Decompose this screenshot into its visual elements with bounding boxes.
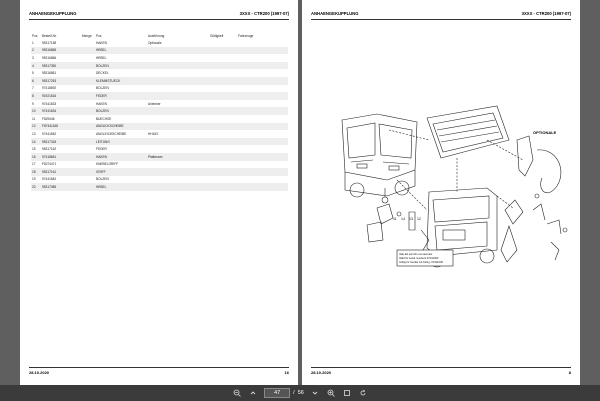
callout-11: 11 xyxy=(393,217,397,221)
cell-validity xyxy=(209,47,237,55)
tipping-body-drawing xyxy=(427,106,509,158)
table-row xyxy=(31,115,288,123)
cell-version xyxy=(147,168,209,176)
cell-validity xyxy=(209,183,237,191)
cell-order-number: F8274471 xyxy=(42,162,57,167)
left-page-footer xyxy=(29,370,289,375)
cell-order-number: F87441168 xyxy=(41,123,81,131)
cell-vehicles xyxy=(237,77,288,85)
cell-quantity xyxy=(81,39,95,47)
cell-order-number: 95317158 xyxy=(42,40,57,45)
left-page xyxy=(20,0,298,385)
cell-version xyxy=(147,123,209,131)
cell-order-number: 95317162 xyxy=(42,147,57,152)
cell-validity xyxy=(209,92,237,100)
left-page-header xyxy=(29,11,289,16)
cell-validity xyxy=(209,153,237,161)
right-header-rule xyxy=(311,19,571,20)
cell-version: Plattenam xyxy=(147,153,209,161)
cell-vehicles xyxy=(237,54,288,62)
cell-order-number: 97441652 xyxy=(42,131,57,136)
cell-version xyxy=(147,115,209,123)
cell-description: DECKEL xyxy=(96,71,109,76)
zoom-out-icon[interactable] xyxy=(232,388,242,398)
cell-vehicles xyxy=(237,39,288,47)
callout-13: 13 xyxy=(409,217,413,221)
table-row xyxy=(31,123,288,131)
cell-order-number: 95317350 xyxy=(41,62,81,70)
cell-version xyxy=(147,161,209,169)
right-page-header xyxy=(311,11,571,16)
callout-12: 12 xyxy=(417,217,421,221)
cell-vehicles xyxy=(237,153,288,161)
cell-description: HAKEN xyxy=(96,40,107,45)
cell-pos: 7 xyxy=(32,86,34,91)
table-row xyxy=(31,153,288,161)
cell-validity xyxy=(209,100,237,108)
optional-coupling-drawing xyxy=(501,136,567,262)
cell-order-number: 95317318 xyxy=(41,138,81,146)
table-row xyxy=(31,47,288,55)
leader-lines xyxy=(389,130,523,210)
col-version: Ausführung xyxy=(148,33,165,38)
right-page xyxy=(302,0,580,385)
cell-validity xyxy=(209,107,237,115)
cell-pos: 6 xyxy=(31,77,41,85)
cell-version xyxy=(147,77,209,85)
cell-vehicles xyxy=(237,176,288,184)
cell-validity xyxy=(209,54,237,62)
cell-version xyxy=(147,85,209,93)
cell-pos: 18 xyxy=(31,168,41,176)
cell-version xyxy=(147,145,209,153)
cell-description: KNEBELGRIFF xyxy=(96,162,119,167)
parts-table-header xyxy=(31,32,288,39)
cell-validity xyxy=(209,168,237,176)
cell-version xyxy=(147,138,209,146)
cell-pos: 9 xyxy=(32,101,34,106)
cell-vehicles xyxy=(237,100,288,108)
note-line-2: Valid for serial numbers 07441003 xyxy=(399,257,439,260)
table-row xyxy=(31,85,288,93)
table-row xyxy=(31,130,288,138)
cell-description: BOLZEN xyxy=(95,107,147,115)
cell-quantity xyxy=(81,176,95,184)
cell-quantity xyxy=(81,100,95,108)
table-row xyxy=(31,161,288,169)
cell-order-number: 95317161 xyxy=(41,168,81,176)
table-row xyxy=(31,39,288,47)
cell-description: KLEMMSTUECK xyxy=(95,77,147,85)
cell-description: BOLZEN xyxy=(96,86,109,91)
cell-quantity xyxy=(81,168,95,176)
cell-description: FEDER xyxy=(95,92,147,100)
table-row xyxy=(31,100,288,108)
col-validity: Gültigkeit xyxy=(210,33,224,38)
left-footer-date: 28.10.2020 xyxy=(29,370,50,375)
left-header-title: ANHAENGEKUPPLUNG xyxy=(29,11,77,16)
cell-order-number: 95316861 xyxy=(42,71,57,76)
cell-description: ANGLEICHSCHEIBE xyxy=(96,131,127,136)
cell-description: BOLZEN xyxy=(96,177,109,182)
cell-order-number: 97441640 xyxy=(42,177,57,182)
table-row xyxy=(31,92,288,100)
cell-pos: 12 xyxy=(31,123,41,131)
cell-pos: 1 xyxy=(32,40,34,45)
cell-pos: 16 xyxy=(31,153,41,161)
cell-order-number: 95316866 xyxy=(42,55,57,60)
cell-validity xyxy=(209,130,237,138)
cell-version xyxy=(147,54,209,62)
cell-pos: 17 xyxy=(32,162,36,167)
cell-pos: 11 xyxy=(32,116,36,121)
viewer-toolbar xyxy=(0,385,600,401)
cell-vehicles xyxy=(237,115,288,123)
page-separator: / xyxy=(293,390,295,396)
cell-quantity xyxy=(81,123,95,131)
cell-quantity xyxy=(81,145,95,153)
cell-pos: 4 xyxy=(31,62,41,70)
right-page-footer xyxy=(311,370,571,375)
total-pages: 56 xyxy=(297,390,304,396)
rotate-icon[interactable] xyxy=(358,388,368,398)
cell-validity xyxy=(209,123,237,131)
left-footer-rule xyxy=(29,367,289,368)
cell-order-number: 95317085 xyxy=(41,183,81,191)
parts-table xyxy=(31,32,288,191)
cell-version xyxy=(147,176,209,184)
cell-description: BOLZEN xyxy=(95,62,147,70)
cell-validity xyxy=(209,138,237,146)
cell-vehicles xyxy=(237,138,288,146)
cell-description: FEDER xyxy=(96,147,107,152)
cell-pos: 13 xyxy=(32,131,36,136)
left-header-rule xyxy=(29,19,289,20)
cell-pos: 3 xyxy=(32,55,34,60)
optionale-label: OPTIONALE xyxy=(533,130,557,135)
cell-description: ANGUCKSCHEIBE xyxy=(95,123,147,131)
right-footer-page: 8 xyxy=(568,370,571,375)
next-page-icon[interactable] xyxy=(310,388,320,398)
cell-vehicles xyxy=(237,130,288,138)
left-header-model: 3XXX - CTR200 (1997-07) xyxy=(239,11,289,16)
table-row xyxy=(31,69,288,77)
cell-validity xyxy=(209,161,237,169)
cell-version: Optionals xyxy=(148,40,162,45)
cell-order-number: 97418661 xyxy=(41,153,81,161)
table-row xyxy=(31,145,288,153)
cell-order-number: 91921616 xyxy=(41,92,81,100)
cell-validity xyxy=(209,69,237,77)
col-pos: Pos xyxy=(32,33,38,38)
cell-quantity xyxy=(81,130,95,138)
cell-vehicles xyxy=(237,145,288,153)
cell-quantity xyxy=(81,47,95,55)
cell-order-number: 97441633 xyxy=(42,101,57,106)
cell-quantity xyxy=(81,54,95,62)
callout-14: 14 xyxy=(401,217,405,221)
cell-vehicles xyxy=(237,62,288,70)
cell-quantity xyxy=(81,115,95,123)
cell-pos: 2 xyxy=(31,47,41,55)
right-footer-rule xyxy=(311,367,571,368)
cell-quantity xyxy=(81,183,95,191)
table-row xyxy=(31,183,288,191)
cell-vehicles xyxy=(237,85,288,93)
cell-pos: 19 xyxy=(32,177,36,182)
table-row xyxy=(31,107,288,115)
cell-quantity xyxy=(81,138,95,146)
current-page-input[interactable]: 47 xyxy=(264,388,290,398)
cell-version xyxy=(147,183,209,191)
cell-quantity xyxy=(81,85,95,93)
cell-order-number: 97441634 xyxy=(41,107,81,115)
cell-description: HEBEL xyxy=(96,55,107,60)
cell-version xyxy=(147,107,209,115)
zoom-in-icon[interactable] xyxy=(326,388,336,398)
cell-description: LEITUNG xyxy=(95,138,147,146)
table-row xyxy=(31,176,288,184)
cell-validity xyxy=(209,115,237,123)
cell-order-number: 95317253 xyxy=(41,77,81,85)
cell-order-number: F829446 xyxy=(42,116,55,121)
cell-quantity xyxy=(81,69,95,77)
cell-vehicles xyxy=(237,69,288,77)
cell-validity xyxy=(209,39,237,47)
col-description: Pos xyxy=(96,33,102,38)
right-header-model: 3XXX - CTR200 (1997-07) xyxy=(521,11,571,16)
cell-pos: 20 xyxy=(31,183,41,191)
vehicle-cab-drawing xyxy=(342,114,417,197)
cell-pos: 10 xyxy=(31,107,41,115)
cell-pos: 8 xyxy=(31,92,41,100)
fit-icon[interactable] xyxy=(342,388,352,398)
cell-quantity xyxy=(81,92,95,100)
table-row xyxy=(31,62,288,70)
cell-quantity xyxy=(81,153,95,161)
cell-validity xyxy=(209,145,237,153)
cell-vehicles xyxy=(237,161,288,169)
cell-quantity xyxy=(81,77,95,85)
cell-version: HH163 xyxy=(148,131,158,136)
cell-version: Anlenker xyxy=(148,101,161,106)
cell-pos: 14 xyxy=(31,138,41,146)
table-row xyxy=(31,168,288,176)
cell-description: HEBEL xyxy=(95,47,147,55)
page-navigator xyxy=(264,388,304,398)
cell-vehicles xyxy=(237,92,288,100)
col-vehicles: Fahrzeuge xyxy=(238,33,254,38)
cell-vehicles xyxy=(237,168,288,176)
cell-validity xyxy=(209,85,237,93)
cell-validity xyxy=(209,62,237,70)
cell-description: HAKEN xyxy=(96,101,107,106)
cell-version xyxy=(147,62,209,70)
cell-order-number: 97418692 xyxy=(42,86,57,91)
right-footer-date: 28.10.2020 xyxy=(311,370,332,375)
cell-version xyxy=(147,92,209,100)
col-quantity: Menge xyxy=(82,33,92,38)
cell-version xyxy=(147,69,209,77)
cell-description: HAKEN xyxy=(95,153,147,161)
cell-description: BUECHSE xyxy=(96,116,112,121)
cell-validity xyxy=(209,77,237,85)
cell-quantity xyxy=(81,62,95,70)
cell-quantity xyxy=(81,161,95,169)
note-line-1: Vale del servizio sul esemaio xyxy=(399,253,433,256)
col-order-number: Bestell-Nr. xyxy=(42,33,57,38)
cell-vehicles xyxy=(237,47,288,55)
table-row xyxy=(31,54,288,62)
prev-page-icon[interactable] xyxy=(248,388,258,398)
cell-order-number: 95316865 xyxy=(41,47,81,55)
cell-description: HEBEL xyxy=(95,183,147,191)
cell-pos: 5 xyxy=(32,71,34,76)
cell-pos: 15 xyxy=(32,147,36,152)
cell-vehicles xyxy=(237,123,288,131)
cell-validity xyxy=(209,176,237,184)
cell-version xyxy=(147,47,209,55)
right-header-title: ANHAENGEKUPPLUNG xyxy=(311,11,359,16)
table-row xyxy=(31,77,288,85)
exploded-parts-diagram xyxy=(337,100,577,300)
cell-quantity xyxy=(81,107,95,115)
note-line-3: Gültig für Geräte mit Fahrg. 97441009 xyxy=(399,261,443,264)
cell-vehicles xyxy=(237,183,288,191)
cell-description: GRIFF xyxy=(95,168,147,176)
left-footer-page: 16 xyxy=(284,370,289,375)
cell-vehicles xyxy=(237,107,288,115)
table-row xyxy=(31,138,288,146)
